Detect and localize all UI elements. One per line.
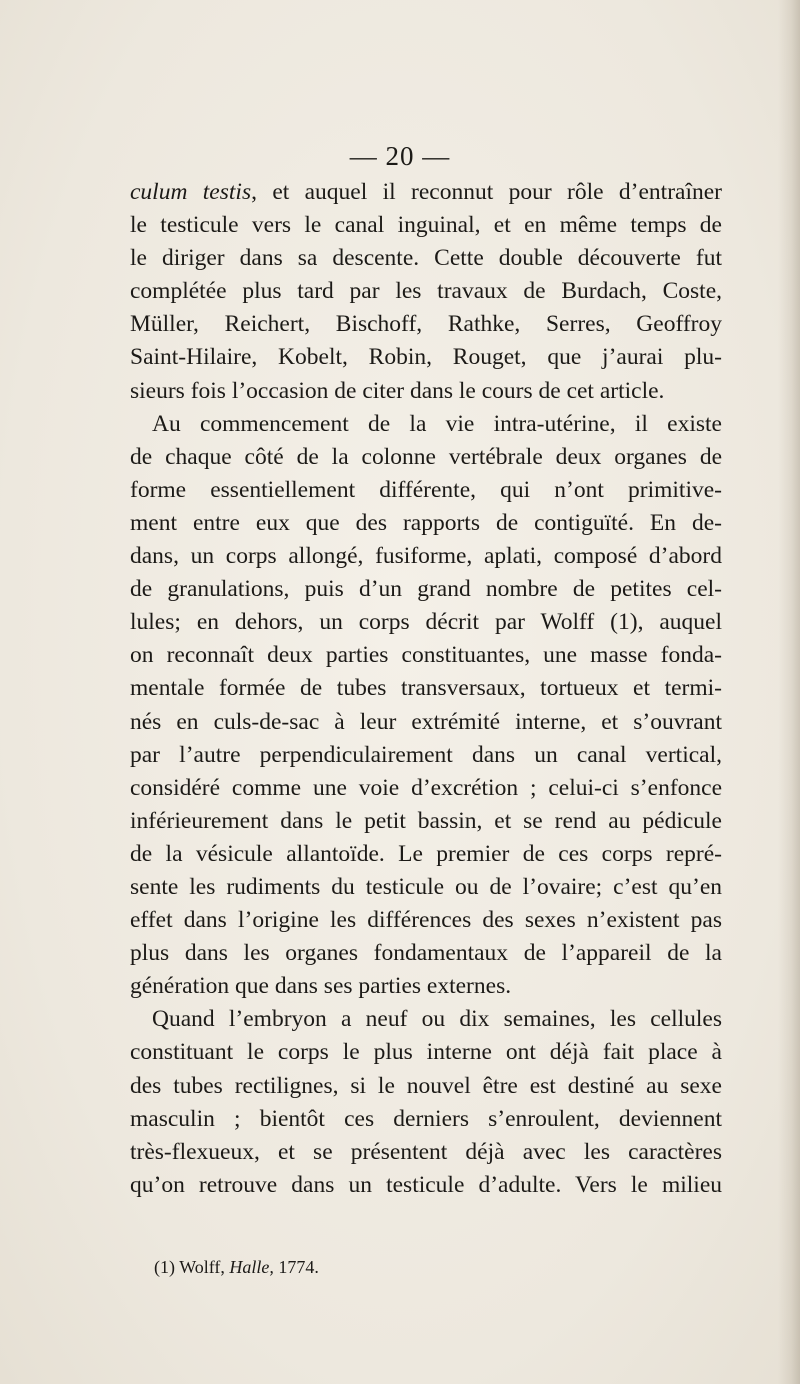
text-line: génération que dans ses parties externes. <box>130 973 512 1000</box>
text-line: constituant le corps le plus interne ont déjà fait place à <box>130 1039 722 1066</box>
text-line: forme essentiellement différente, qui n’ont primitive- <box>130 476 722 503</box>
text-line: mentale formée de tubes transversaux, tortueux et termi- <box>130 675 722 702</box>
footnote <box>154 1257 319 1278</box>
footnote-author: Wolff, <box>179 1257 225 1277</box>
text-line: de granulations, puis d’un grand nombre de petites cel- <box>130 576 722 603</box>
text-line: nés en culs-de-sac à leur extrémité interne, et s’ouvrant <box>130 708 722 735</box>
page-edge-shadow <box>778 0 800 1384</box>
text-line: qu’on retrouve dans un testicule d’adulte. Vers le milieu <box>130 1171 722 1198</box>
text-line: ment entre eux que des rapports de contiguïté. En de- <box>130 509 722 536</box>
text-line: sieurs fois l’occasion de citer dans le cours de cet article. <box>130 377 665 404</box>
footnote-year: 1774. <box>278 1257 319 1277</box>
text-line: le testicule vers le canal inguinal, et en même temps de <box>130 212 722 239</box>
text-line: Quand l’embryon a neuf ou dix semaines, les cellules <box>152 1006 722 1033</box>
text-line: de la vésicule allantoïde. Le premier de ces corps repré- <box>130 840 722 867</box>
text-line: sente les rudiments du testicule ou de l’ovaire; c’est qu’en <box>130 873 722 900</box>
text-line: le diriger dans sa descente. Cette double découverte fut <box>130 245 722 272</box>
text-line <box>130 176 722 209</box>
text-line: très-flexueux, et se présentent déjà avec les caractères <box>130 1138 722 1165</box>
text-line: Müller, Reichert, Bischoff, Rathke, Serres, Geoffroy <box>130 311 722 338</box>
text-line: des tubes rectilignes, si le nouvel être est destiné au sexe <box>130 1072 722 1099</box>
italic-latin-term: culum testis <box>130 179 252 205</box>
text-line: de chaque côté de la colonne vertébrale deux organes de <box>130 443 722 470</box>
text-line: par l’autre perpendiculairement dans un canal vertical, <box>130 741 722 768</box>
text-line: complétée plus tard par les travaux de Burdach, Coste, <box>130 278 722 305</box>
footnote-place: Halle, <box>229 1257 274 1277</box>
text-line: on reconnaît deux parties constituantes, une masse fonda- <box>130 642 722 669</box>
text-line: Au commencement de la vie intra-utérine, il existe <box>152 410 722 437</box>
text-line: Saint-Hilaire, Kobelt, Robin, Rouget, que j’aurai plu- <box>130 344 722 371</box>
text-line: plus dans les organes fondamentaux de l’appareil de la <box>130 940 722 967</box>
body-text <box>130 176 722 1202</box>
text-line: inférieurement dans le petit bassin, et se rend au pédicule <box>130 807 722 834</box>
page-number: — 20 — <box>349 141 451 171</box>
text-line: dans, un corps allongé, fusiforme, aplati, composé d’abord <box>130 543 722 570</box>
text-line: masculin ; bientôt ces derniers s’enroulent, deviennent <box>130 1105 722 1132</box>
footnote-marker: (1) <box>154 1257 175 1277</box>
text-line: effet dans l’origine les différences des sexes n’existent pas <box>130 907 722 934</box>
text-line: lules; en dehors, un corps décrit par Wolff (1), auquel <box>130 609 722 636</box>
text-line: considéré comme une voie d’excrétion ; celui-ci s’enfonce <box>130 774 722 801</box>
text-fragment: , et auquel il reconnut pour rôle d’entraîner <box>251 179 722 205</box>
